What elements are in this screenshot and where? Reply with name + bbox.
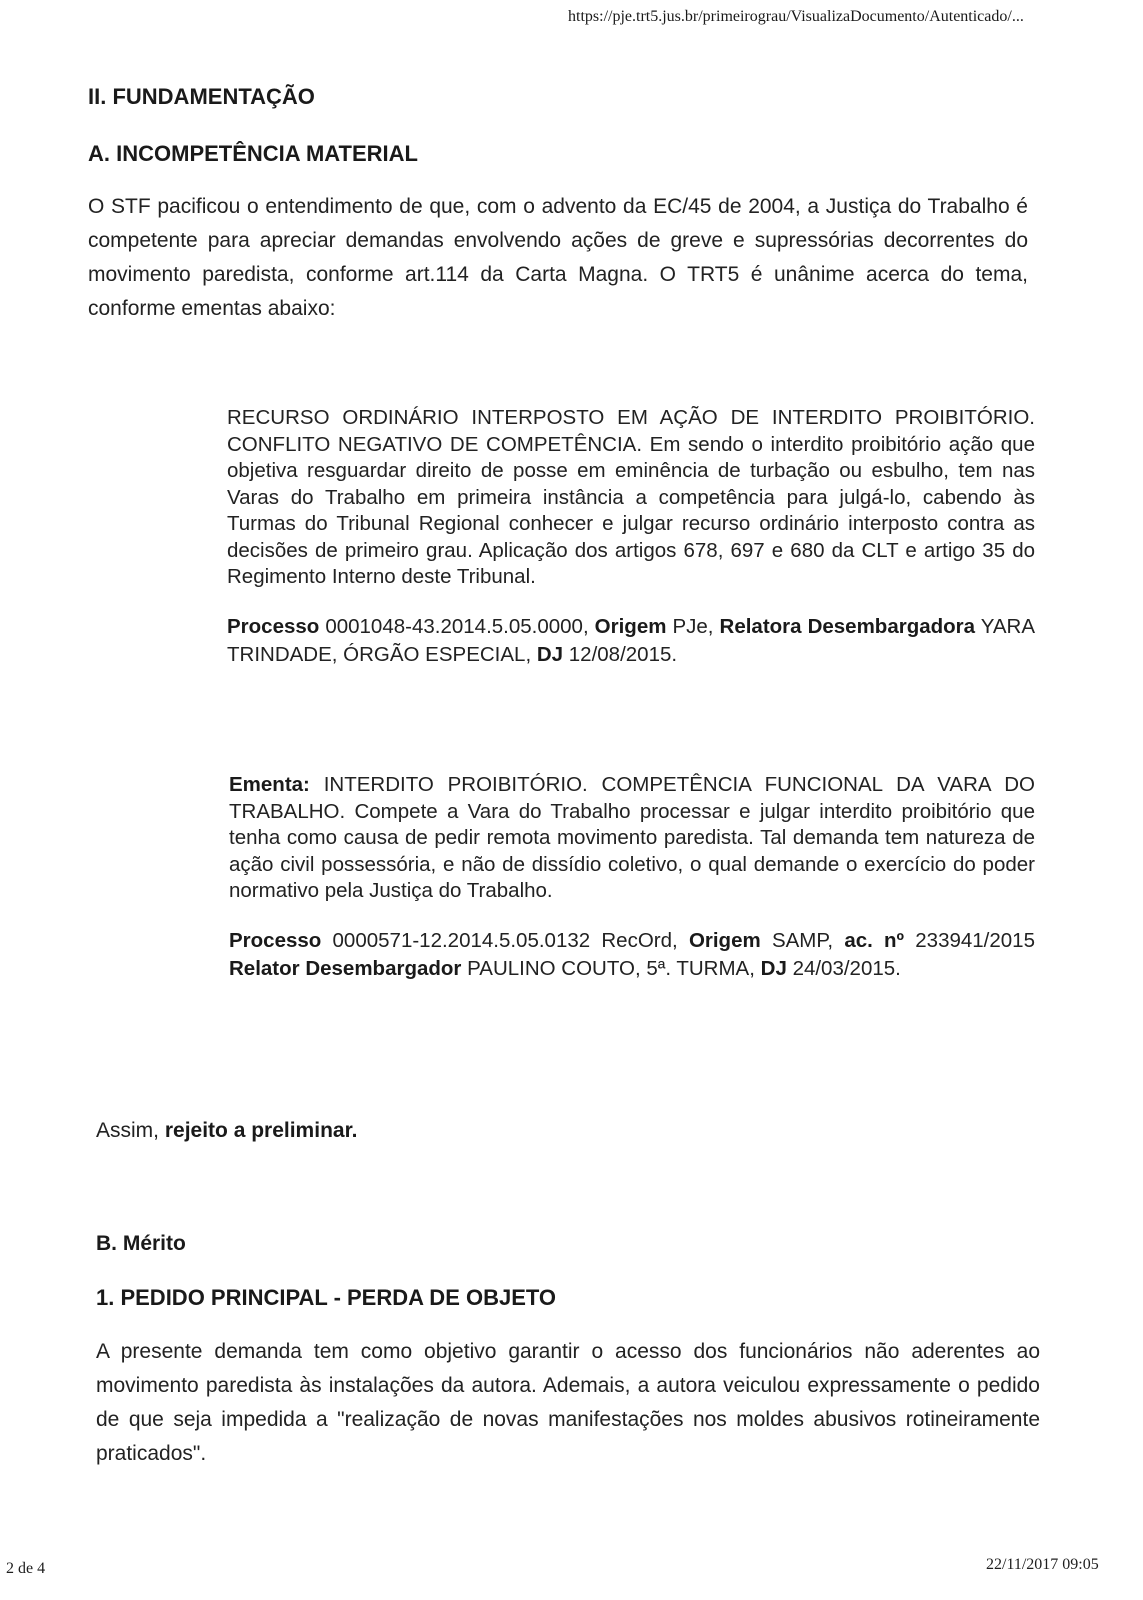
print-timestamp: 22/11/2017 09:05 — [986, 1556, 1099, 1573]
origem-label: Origem — [594, 614, 667, 638]
quote-2-reference — [229, 927, 1035, 983]
subsection-a-paragraph: O STF pacificou o entendimento de que, com o advento da EC/45 de 2004, a Justiça do Trabalho é competente para apreciar demandas envolvendo ações de greve e supressórias decorrentes do movimento paredista, conforme art.114 da Carta Magna. O TRT5 é unânime acerca do tema, conforme ementas abaixo: — [88, 195, 1028, 320]
document-url: https://pje.trt5.jus.br/primeirograu/VisualizaDocumento/Autenticado/... — [568, 8, 1024, 25]
item-1-title: 1. PEDIDO PRINCIPAL - PERDA DE OBJETO — [96, 1285, 557, 1310]
processo-number: 0000571-12.2014.5.05.0132 RecOrd, — [332, 928, 678, 952]
quote-1-reference — [227, 613, 1035, 669]
relatora-label: Relatora — [719, 614, 802, 638]
desembargadora-label: Desembargadora — [807, 614, 976, 638]
ac-label: ac. nº — [844, 928, 905, 952]
processo-label: Processo — [229, 928, 322, 952]
dj-date: 12/08/2015. — [568, 642, 678, 666]
origem-value: SAMP, — [771, 928, 834, 952]
processo-number: 0001048-43.2014.5.05.0000, — [325, 614, 589, 638]
relator-label: Relator Desembargador — [229, 956, 462, 980]
relator-name: PAULINO COUTO, 5ª. TURMA, — [467, 956, 755, 980]
subsection-a-title: A. INCOMPETÊNCIA MATERIAL — [88, 141, 418, 166]
section-title: II. FUNDAMENTAÇÃO — [88, 84, 315, 109]
ementa-label: Ementa: — [229, 773, 310, 796]
conclusion-decision: rejeito a preliminar. — [164, 1119, 358, 1142]
processo-label: Processo — [227, 614, 320, 638]
quote-1-text: RECURSO ORDINÁRIO INTERPOSTO EM AÇÃO DE INTERDITO PROIBITÓRIO. CONFLITO NEGATIVO DE COMPETÊNCIA. Em sendo o interdito proibitório ação que objetiva resguardar direito de posse em eminência de turbação ou esbulho, tem nas Varas do Trabalho em primeira instância a competência para julgá-lo, cabendo às Turmas do Tribunal Regional conhecer e julgar recurso ordinário interposto contra as decisões de primeiro grau. Aplicação dos artigos 678, 697 e 680 da CLT e artigo 35 do Regimento Interno deste Tribunal. — [227, 406, 1035, 588]
origem-label: Origem — [688, 928, 761, 952]
dj-label: DJ — [760, 956, 787, 980]
dj-label: DJ — [536, 642, 564, 666]
jurisprudence-quote-2 — [229, 772, 1035, 983]
ementa-body: INTERDITO PROIBITÓRIO. COMPETÊNCIA FUNCIONAL DA VARA DO TRABALHO. Compete a Vara do Trabalho processar e julgar interdito proibitório que tenha como causa de pedir remota movimento paredista. Tal demanda tem natureza de ação civil possessória, e não de dissídio coletivo, o qual demande o exercício do poder normativo pela Justiça do Trabalho. — [229, 773, 1036, 902]
jurisprudence-quote-1 — [227, 405, 1035, 669]
subsection-b-title: B. Mérito — [96, 1232, 186, 1255]
dj-date: 24/03/2015. — [792, 956, 901, 980]
conclusion — [96, 1114, 357, 1148]
quote-2-text — [229, 772, 1035, 905]
ac-number: 233941/2015 — [915, 928, 1035, 952]
relatora-name: YARA TRINDADE, ÓRGÃO ESPECIAL, — [227, 614, 1035, 666]
page-number: 2 de 4 — [6, 1560, 46, 1577]
origem-value: PJe, — [672, 614, 714, 638]
item-1-paragraph: A presente demanda tem como objetivo garantir o acesso dos funcionários não aderentes ao movimento paredista às instalações da autora. Ademais, a autora veiculou expressamente o pedido de que seja impedida a "realização de novas manifestações nos moldes abusivos rotineiramente praticados". — [96, 1340, 1040, 1465]
conclusion-prefix: Assim, — [96, 1119, 159, 1142]
